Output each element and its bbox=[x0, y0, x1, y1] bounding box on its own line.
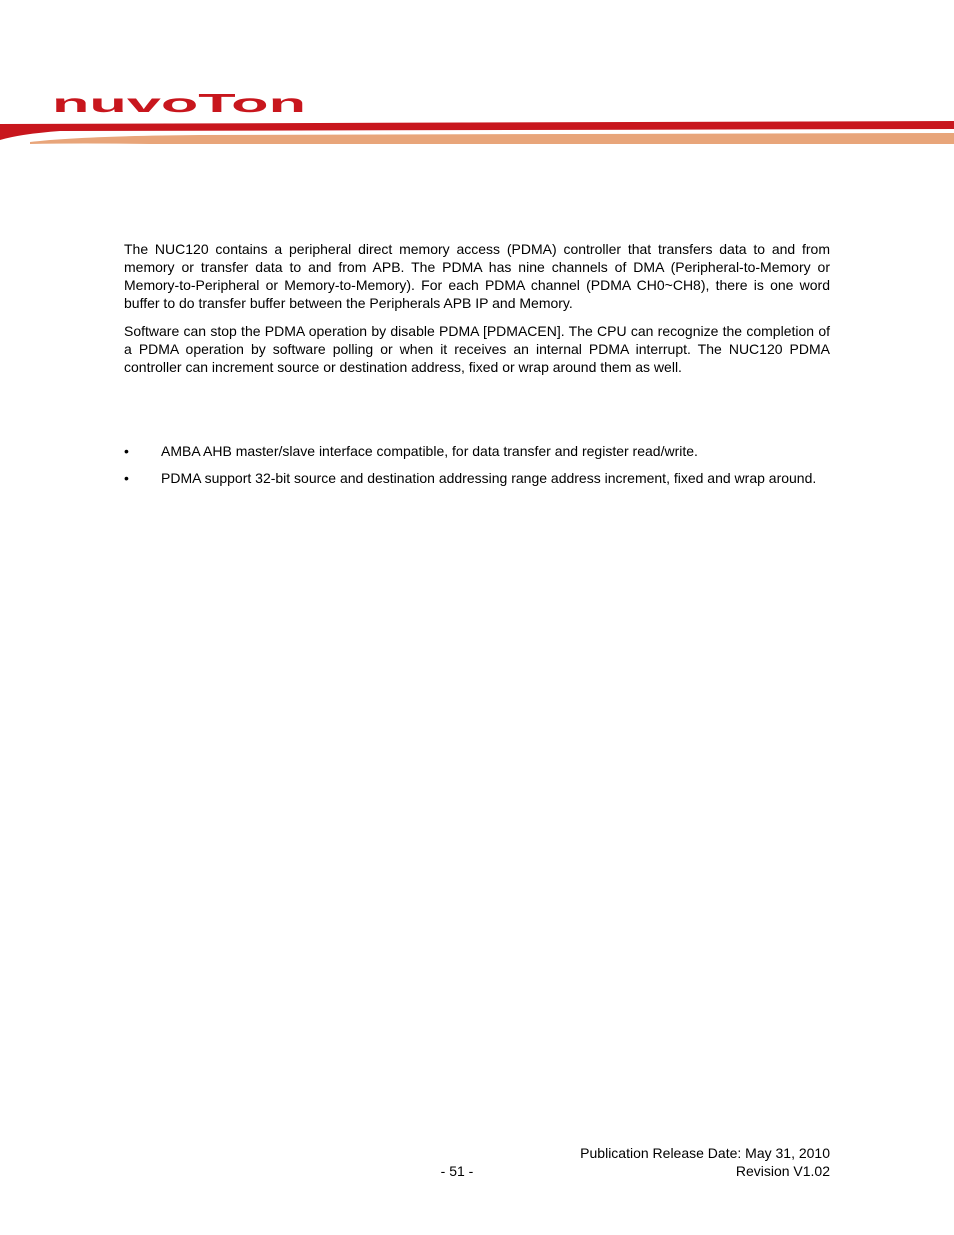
revision: Revision V1.02 bbox=[735, 1163, 830, 1179]
feature-text: PDMA support 32-bit source and destination addressing range address increment, fixed and wrap around. bbox=[161, 470, 817, 486]
page-header bbox=[0, 0, 954, 160]
list-item bbox=[124, 469, 830, 487]
page-number: - 51 - bbox=[440, 1163, 474, 1179]
main-content bbox=[124, 240, 830, 496]
list-item bbox=[124, 442, 830, 460]
software-paragraph: Software can stop the PDMA operation by disable PDMA [PDMACEN]. The CPU can recognize the completion of a PDMA operation by software polling or when it receives an internal PDMA interrupt. The NUC120 PDMA controller can increment source or destination address, fixed or wrap around them as well. bbox=[124, 323, 830, 375]
page-footer bbox=[124, 1144, 830, 1180]
intro-paragraph: The NUC120 contains a peripheral direct memory access (PDMA) controller that transfers data to and from memory or transfer data to and from APB. The PDMA has nine channels of DMA (Peripheral-to-Memory or Memory-to-Peripheral or Memory-to-Memory). For each PDMA channel (PDMA CH0~CH8), there is one word buffer to do transfer buffer between the Peripherals APB IP and Memory. bbox=[124, 241, 830, 311]
features-list bbox=[124, 442, 830, 487]
feature-text: AMBA AHB master/slave interface compatible, for data transfer and register read/write. bbox=[161, 443, 698, 459]
bullet-icon: • bbox=[124, 443, 129, 459]
publication-date: Publication Release Date: May 31, 2010 bbox=[580, 1145, 830, 1161]
svg-text:nuvoTon: nuvoTon bbox=[52, 92, 306, 118]
bullet-icon: • bbox=[124, 470, 129, 486]
nuvoton-logo bbox=[52, 92, 312, 118]
header-swoosh-bar bbox=[0, 118, 954, 148]
